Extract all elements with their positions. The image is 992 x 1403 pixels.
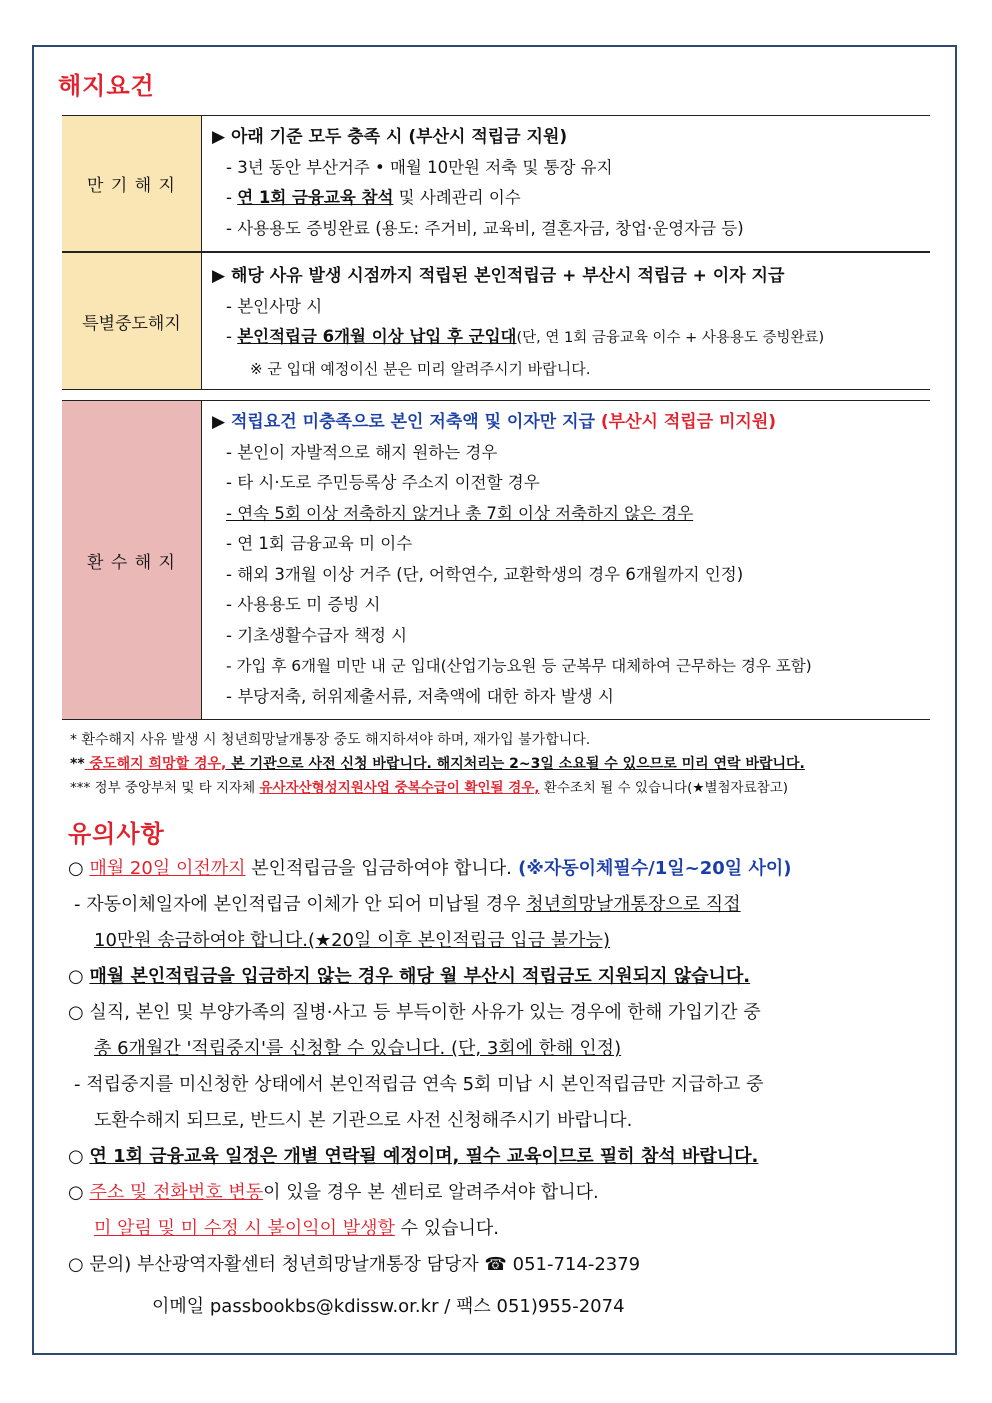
notice-p1 (68, 851, 791, 887)
notice-p6 (68, 1139, 791, 1175)
refund-item: - 부당저축, 허위제출서류, 저축액에 대한 하자 발생 시 (226, 686, 614, 706)
maturity-line-3: - 사용용도 증빙완료 (용도: 주거비, 교육비, 결혼자금, 창업·운영자금 등) (226, 218, 744, 238)
notice-p7-post: 이 있을 경우 본 센터로 알려주셔야 합니다. (263, 1182, 599, 1203)
notice-p3 (68, 959, 791, 995)
notice-p7-bullet: ○ (68, 1182, 90, 1203)
special-line-3: ※ 군 입대 예정이신 분은 미리 알려주시기 바랍니다. (250, 359, 591, 378)
notice-p1-blue: (※자동이체필수/1일~20일 사이) (511, 858, 792, 879)
special-line-2-emph: 본인적립금 6개월 이상 납입 후 군입대 (237, 327, 517, 346)
notice-p6-text: 연 1회 금융교육 일정은 개별 연락될 예정이며, 필수 교육이므로 필히 참석 바랍니다. (89, 1146, 759, 1167)
special-line-2 (212, 322, 922, 354)
note-2-star: ** (70, 756, 85, 772)
notice-p8-post: 수 있습니다. (394, 1218, 499, 1239)
special-row (62, 252, 930, 390)
refund-item: - 가입 후 6개월 미만 내 군 입대(산업기능요원 등 군복무 대체하여 근무하는 경우 포함) (226, 657, 812, 675)
refund-item: - 기초생활수급자 책정 시 (226, 625, 408, 645)
notice-p1-bullet: ○ (68, 858, 90, 879)
note-3-post: 환수조치 될 수 있습니다(★별첨자료참고) (539, 780, 788, 796)
special-head: ▶ 해당 사유 발생 시점까지 적립된 본인적립금 + 부산시 적립금 + 이자 지급 (212, 266, 785, 286)
maturity-line-2 (212, 183, 922, 214)
maturity-head: ▶ 아래 기준 모두 충족 시 (부산시 적립금 지원) (212, 127, 568, 147)
notice-p5a: - 적립중지를 미신청한 상태에서 본인적립금 연속 5회 미납 시 본인적립금만 지급하고 중 (74, 1074, 764, 1095)
refund-item: - 사용용도 미 증빙 시 (226, 595, 381, 614)
refund-item: - 본인이 자발적으로 해지 원하는 경우 (226, 442, 498, 462)
note-1: * 환수해지 사유 발생 시 청년희망날개통장 중도 해지하셔야 하며, 재가입 불가합니다. (70, 732, 591, 748)
notice-p2a-emph: 청년희망날개통장으로 직접 (526, 894, 741, 915)
note-2 (70, 752, 805, 776)
special-line-2-dash: - (226, 327, 238, 346)
notice-p4a: ○ 실직, 본인 및 부양가족의 질병·사고 등 부득이한 사유가 있는 경우에 한해 가입기간 중 (68, 1002, 761, 1023)
refund-head-arrow: ▶ (212, 412, 231, 432)
maturity-label: 만 기 해 지 (62, 116, 202, 251)
notice-p8-red: 미 알림 및 미 수정 시 불이익이 발생할 (94, 1218, 395, 1239)
maturity-line-2-emph: 연 1회 금융교육 참석 (237, 188, 394, 207)
special-line-1: - 본인사망 시 (226, 296, 323, 316)
notice-p2a (68, 887, 791, 923)
refund-head-blue: 적립요건 미충족으로 본인 저축액 및 이자만 지급 (231, 412, 595, 432)
maturity-line-1: - 3년 동안 부산거주 • 매월 10만원 저축 및 통장 유지 (226, 157, 613, 177)
notice-list (68, 851, 791, 1283)
notice-p2b: 10만원 송금하여야 합니다.(★20일 이후 본인적립금 입금 불가능) (94, 930, 610, 951)
refund-body (202, 401, 930, 719)
termination-title: 해지요건 (58, 72, 155, 100)
notice-p7-red: 주소 및 전화번호 변동 (89, 1182, 264, 1203)
special-label: 특별중도해지 (62, 253, 202, 389)
notice-p7 (68, 1175, 791, 1211)
refund-label: 환 수 해 지 (62, 401, 202, 719)
refund-item: - 연속 5회 이상 저축하지 않거나 총 7회 이상 저축하지 않은 경우 (226, 503, 694, 523)
maturity-line-2-dash: - (226, 188, 238, 207)
special-line-2-rest: (단, 연 1회 금융교육 이수 + 사용용도 증빙완료) (516, 330, 825, 346)
notice-p9: ○ 문의) 부산광역자활센터 청년희망날개통장 담당자 ☎ 051-714-2379 (68, 1254, 641, 1275)
note-3-pre: *** 정부 중앙부처 및 타 지자체 (70, 780, 260, 796)
refund-item: - 연 1회 금융교육 미 이수 (226, 534, 413, 553)
note-2-rest: 본 기관으로 사전 신청 바랍니다. 해지처리는 2~3일 소요될 수 있으므로 미리 연락 바랍니다. (226, 756, 805, 772)
notice-title: 유의사항 (68, 820, 165, 848)
notice-p5b: 도환수해지 되므로, 반드시 본 기관으로 사전 신청해주시기 바랍니다. (94, 1110, 633, 1131)
note-3-red: 유사자산형성지원사업 중복수급이 확인될 경우, (259, 780, 540, 796)
refund-row (62, 400, 930, 720)
notice-p6-bullet: ○ (68, 1146, 90, 1167)
notice-p8 (68, 1211, 791, 1247)
refund-head (212, 407, 922, 438)
maturity-body (202, 116, 930, 251)
note-2-red: 중도해지 희망할 경우, (84, 756, 227, 772)
maturity-line-2-rest: 및 사례관리 이수 (393, 188, 521, 207)
refund-head-red: (부산시 적립금 미지원) (594, 412, 777, 432)
refund-item: - 해외 3개월 이상 거주 (단, 어학연수, 교환학생의 경우 6개월까지 인정) (226, 564, 744, 584)
refund-item: - 타 시·도로 주민등록상 주소지 이전할 경우 (226, 473, 540, 492)
notice-p1-mid: 본인적립금을 입금하여야 합니다. (245, 858, 512, 879)
notice-p1-red: 매월 20일 이전까지 (89, 858, 246, 879)
maturity-row (62, 115, 930, 252)
notice-p2a-text: - 자동이체일자에 본인적립금 이체가 안 되어 미납될 경우 (74, 894, 527, 915)
notice-p3-bullet: ○ (68, 966, 90, 987)
notice-p4b: 총 6개월간 '적립중지'를 신청할 수 있습니다. (단, 3회에 한해 인정) (94, 1038, 622, 1059)
special-body (202, 253, 930, 389)
contact-email-fax: 이메일 passbookbs@kdissw.or.kr / 팩스 051)955-2074 (152, 1296, 625, 1317)
note-3 (70, 776, 788, 800)
notice-p3-text: 매월 본인적립금을 입금하지 않는 경우 해당 월 부산시 적립금도 지원되지 않습니다. (89, 966, 751, 987)
